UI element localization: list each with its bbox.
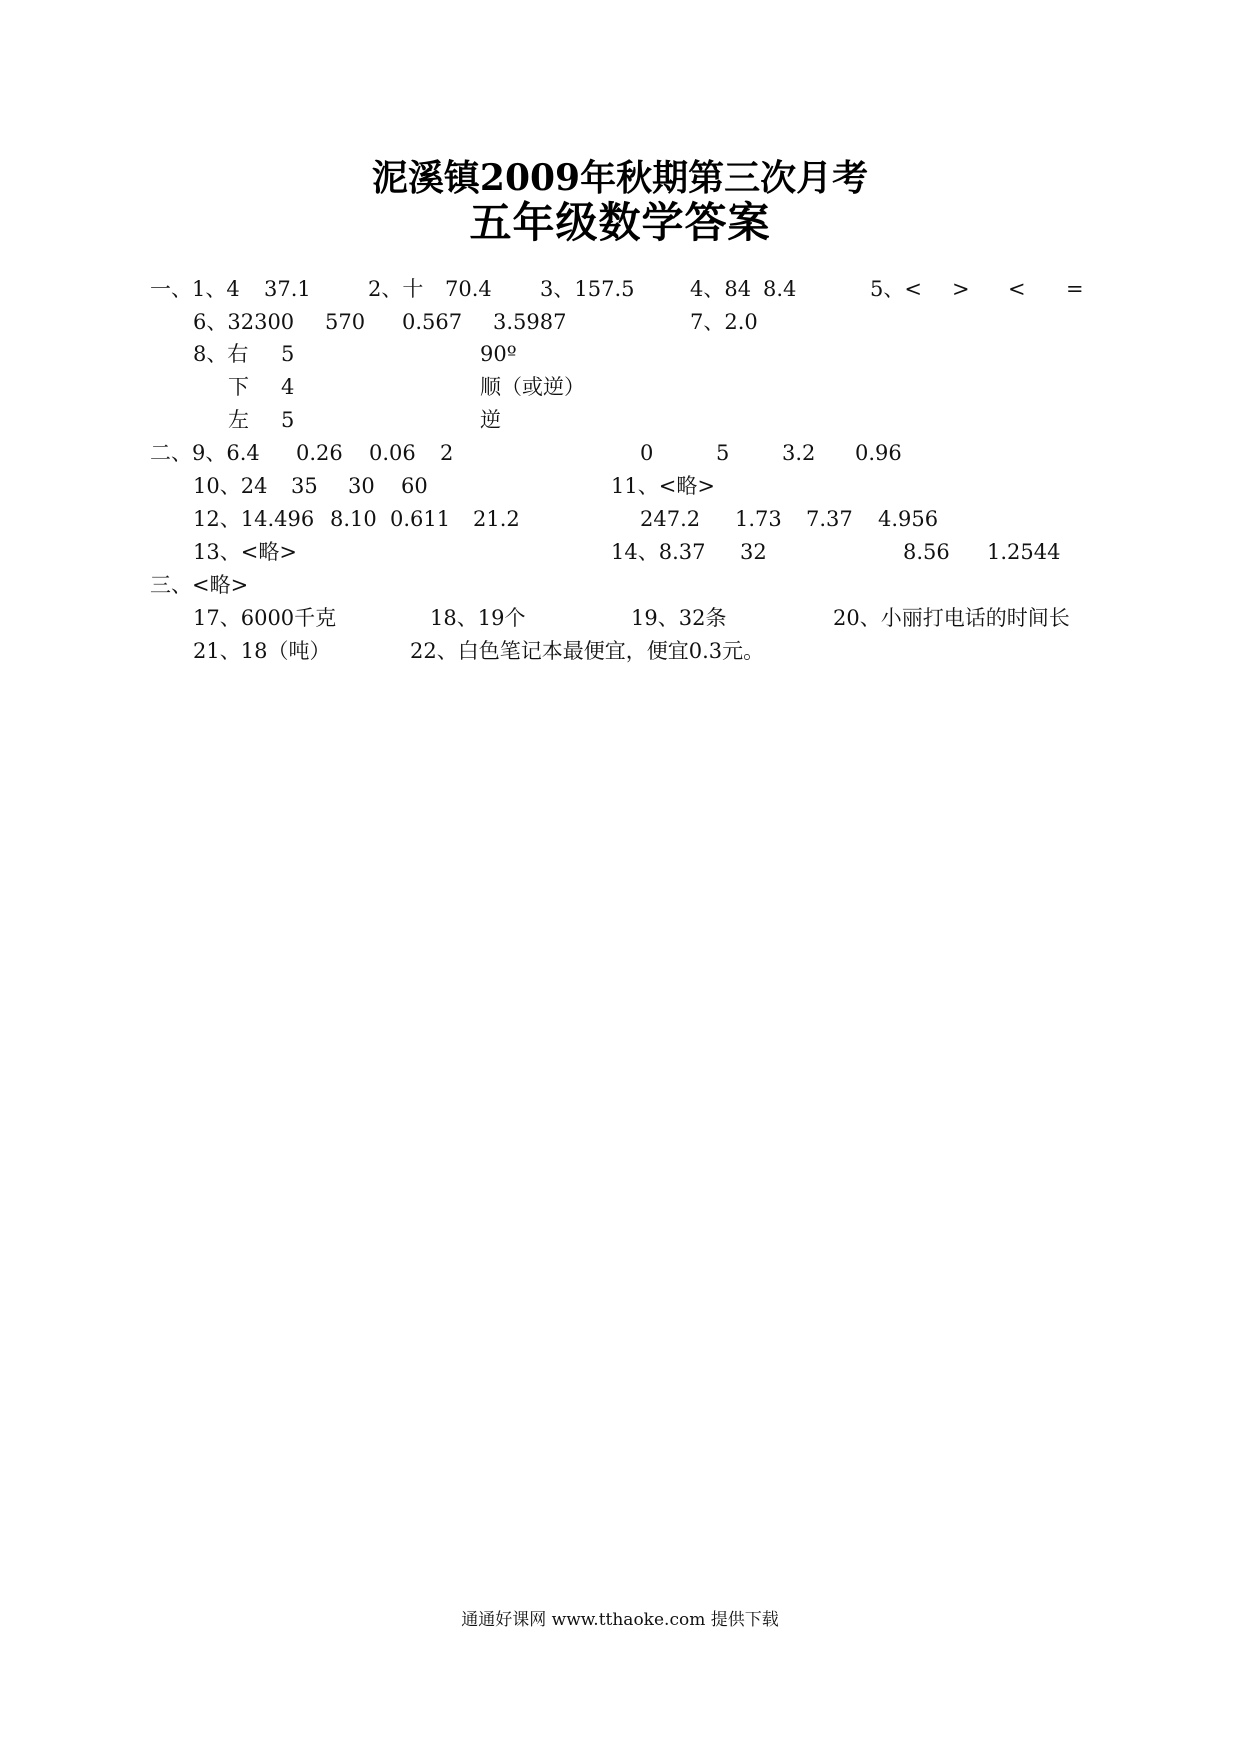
answer-cell: 0.96 bbox=[855, 441, 902, 465]
answer-cell: 21、18（吨） bbox=[193, 639, 331, 663]
answer-cell: 2、十 bbox=[368, 277, 424, 301]
answer-cell: 4、84 bbox=[690, 277, 752, 301]
answer-cell: 30 bbox=[348, 474, 375, 498]
answer-cell: 90º bbox=[480, 342, 517, 366]
answer-cell: 4 bbox=[281, 375, 295, 399]
answer-cell: 60 bbox=[401, 474, 428, 498]
answer-cell: 13、<略> bbox=[193, 540, 297, 564]
answer-cell: 8.10 bbox=[330, 507, 377, 531]
answer-cell: 1.2544 bbox=[987, 540, 1061, 564]
answer-cell: 247.2 bbox=[640, 507, 701, 531]
answer-row-5 bbox=[0, 404, 1240, 436]
answer-cell: 7.37 bbox=[806, 507, 853, 531]
answer-cell: 二、9、6.4 bbox=[150, 441, 260, 465]
answer-cell: 14、8.37 bbox=[611, 540, 706, 564]
answer-cell: 18、19个 bbox=[430, 606, 526, 630]
answer-cell: 8.4 bbox=[763, 277, 797, 301]
answer-cell: 3.2 bbox=[782, 441, 816, 465]
answer-row-12 bbox=[0, 635, 1240, 667]
answer-cell: 3.5987 bbox=[493, 310, 567, 334]
answer-cell: 3、157.5 bbox=[540, 277, 635, 301]
answer-cell: 0.611 bbox=[390, 507, 451, 531]
answer-cell: 三、<略> bbox=[150, 573, 249, 597]
answer-cell: 左 bbox=[228, 408, 249, 432]
answer-cell: 6、32300 bbox=[193, 310, 295, 334]
answer-row-10 bbox=[0, 569, 1240, 601]
answer-cell: 17、6000千克 bbox=[193, 606, 337, 630]
answer-cell: 32 bbox=[740, 540, 767, 564]
answer-cell: = bbox=[1066, 277, 1084, 301]
answer-cell: 10、24 bbox=[193, 474, 268, 498]
answer-cell: 21.2 bbox=[473, 507, 520, 531]
answer-cell: 0 bbox=[640, 441, 654, 465]
answer-cell: 下 bbox=[228, 375, 249, 399]
answer-cell: 0.567 bbox=[402, 310, 463, 334]
answer-row-9 bbox=[0, 536, 1240, 568]
answer-row-8 bbox=[0, 503, 1240, 535]
answer-row-7 bbox=[0, 470, 1240, 502]
answer-row-2 bbox=[0, 306, 1240, 338]
answer-cell: 5 bbox=[281, 408, 295, 432]
document-subtitle: 五年级数学答案 bbox=[469, 198, 771, 247]
answer-row-6 bbox=[0, 437, 1240, 469]
footer-credit: 通通好课网 www.tthaoke.com 提供下载 bbox=[461, 1610, 779, 1630]
answer-cell: 0.06 bbox=[369, 441, 416, 465]
answer-row-3 bbox=[0, 338, 1240, 370]
document-title: 泥溪镇2009年秋期第三次月考 bbox=[371, 157, 869, 199]
answer-cell: > bbox=[952, 277, 970, 301]
answer-cell: 12、14.496 bbox=[193, 507, 315, 531]
answer-cell: 8.56 bbox=[903, 540, 950, 564]
answer-cell: 2 bbox=[440, 441, 454, 465]
answer-cell: 5、< bbox=[870, 277, 922, 301]
answer-cell: 4.956 bbox=[878, 507, 939, 531]
answer-cell: 顺（或逆） bbox=[480, 375, 585, 399]
answer-cell: 7、2.0 bbox=[690, 310, 758, 334]
answer-cell: 逆 bbox=[480, 408, 501, 432]
answer-cell: 570 bbox=[325, 310, 366, 334]
answer-cell: < bbox=[1008, 277, 1026, 301]
answer-row-4 bbox=[0, 371, 1240, 403]
answer-cell: 5 bbox=[716, 441, 730, 465]
answer-cell: 22、白色笔记本最便宜，便宜0.3元。 bbox=[410, 639, 765, 663]
answer-cell: 19、32条 bbox=[631, 606, 727, 630]
answer-cell: 1.73 bbox=[735, 507, 782, 531]
answer-cell: 一、1、4 bbox=[150, 277, 240, 301]
answer-cell: 11、<略> bbox=[611, 474, 715, 498]
answer-row-1 bbox=[0, 273, 1240, 305]
answer-cell: 20、小丽打电话的时间长 bbox=[833, 606, 1070, 630]
answer-row-11 bbox=[0, 602, 1240, 634]
answer-cell: 0.26 bbox=[296, 441, 343, 465]
answer-cell: 35 bbox=[291, 474, 318, 498]
answer-cell: 8、右 bbox=[193, 342, 249, 366]
answer-cell: 70.4 bbox=[445, 277, 492, 301]
answer-cell: 37.1 bbox=[264, 277, 311, 301]
answer-cell: 5 bbox=[281, 342, 295, 366]
